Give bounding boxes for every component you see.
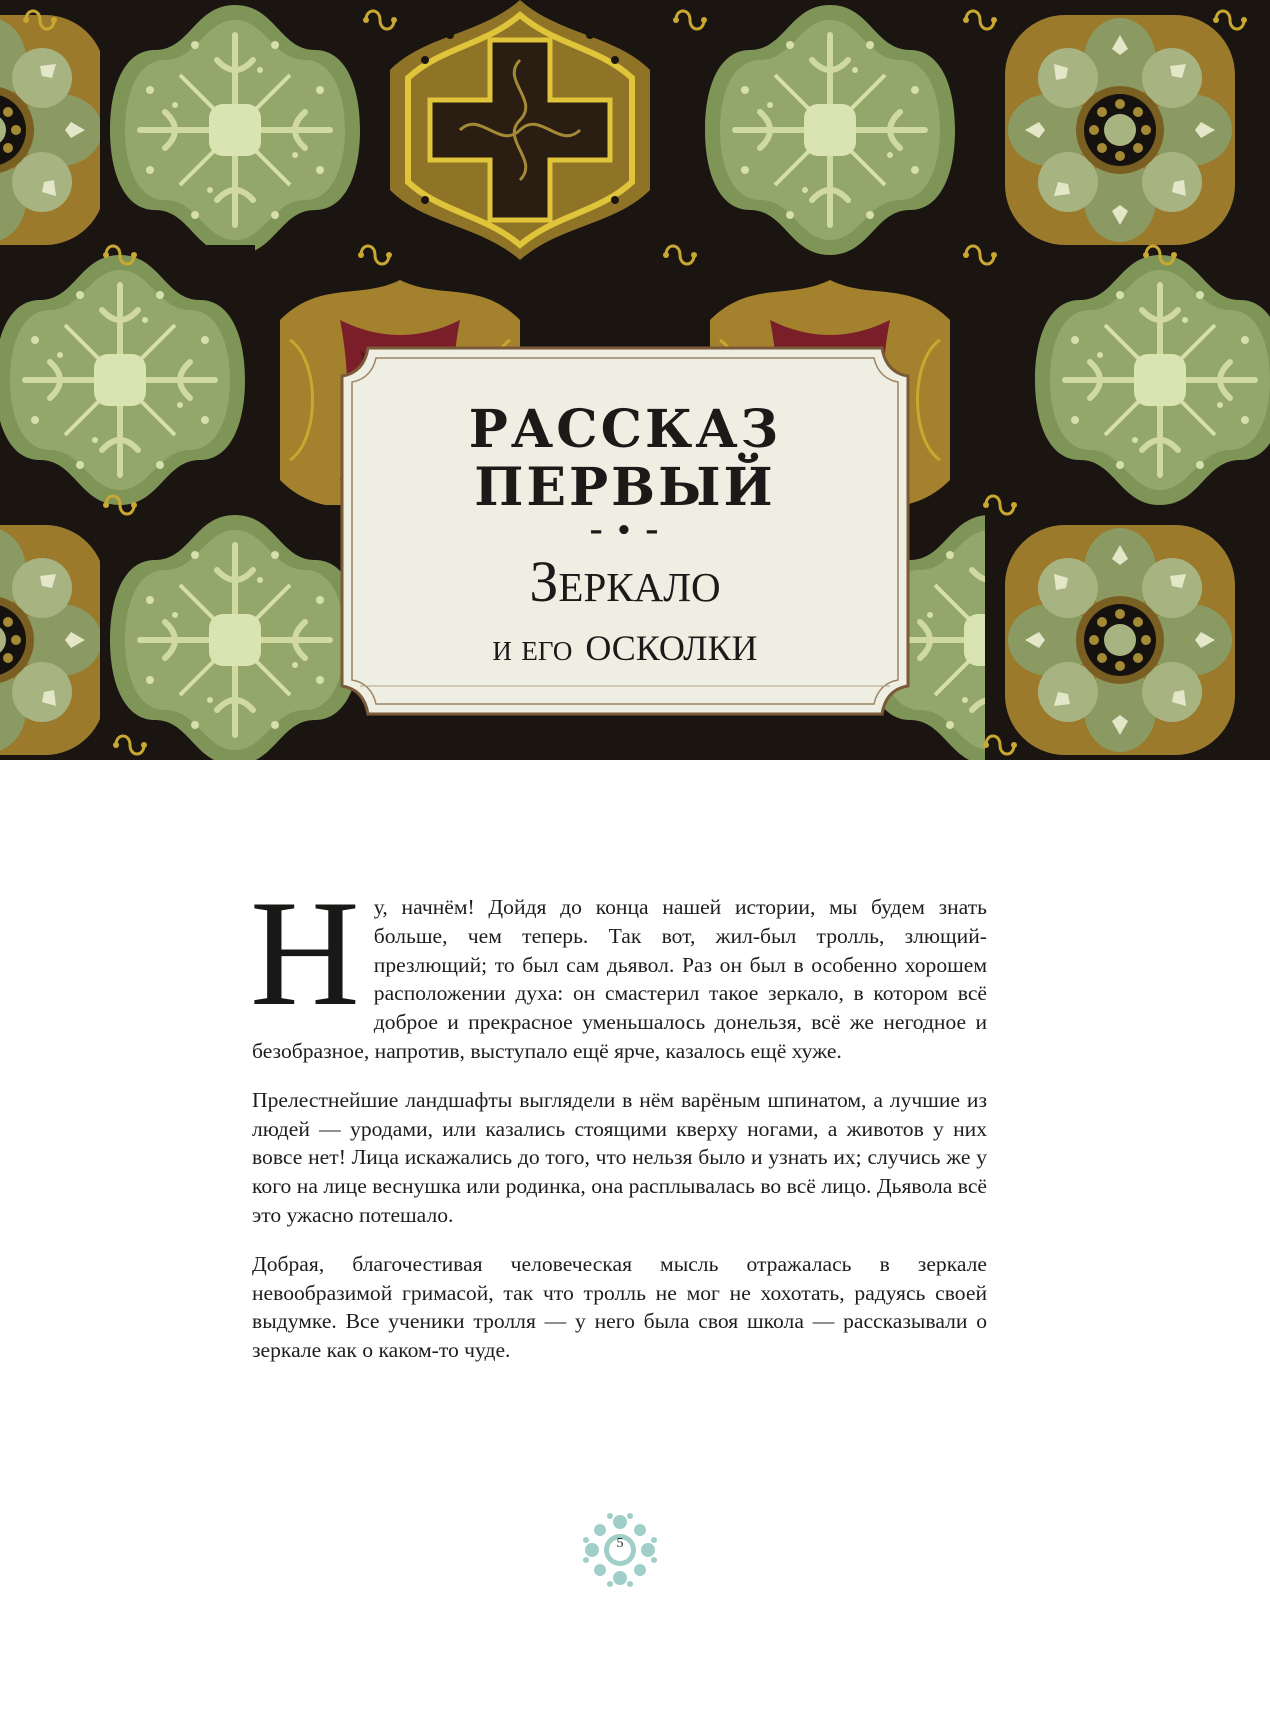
chapter-title-line1 (340, 549, 910, 614)
paragraph-3: Добрая, благочестивая человеческая мысль отражалась в зеркале невообразимой гримасой, так что тролль не мог не хохотать, радуясь своей выдумке. Все ученики тролля — у него была своя школа — рассказывали о зеркале как о каком-то чуде. (252, 1251, 987, 1363)
chapter-title-word2: осколки (585, 615, 758, 672)
chapter-body-text (250, 869, 987, 1385)
chapter-label-line2: ПЕРВЫЙ (474, 457, 776, 518)
page-number-ornament (580, 1510, 660, 1590)
chapter-title-initial: З (529, 549, 559, 614)
chapter-title-line2 (340, 614, 910, 678)
paragraph-2: Прелестнейшие ландшафты выглядели в нём варёным шпинатом, а лучшие из людей — уродами, или казались стоящими кверху ногами, а животов у них вовсе нет! Лица искажались до того, что нельзя было и узнать их; случись же у кого на лице веснушка или родинка, она расплывалась во всё лицо. Дьявола всё это ужасно потешало. (252, 1087, 987, 1227)
chapter-label-line1: РАССКАЗ (468, 399, 782, 460)
drop-cap: Н (250, 869, 360, 1037)
chapter-title-connector: и его (492, 627, 573, 669)
paragraph-1 (250, 869, 987, 1066)
page-number: 5 (616, 1536, 624, 1551)
title-divider: – • – (589, 516, 661, 546)
chapter-title-word1: еркало (558, 549, 721, 614)
paragraph-1-text: у, начнём! Дойдя до конца нашей истории, мы будем знать больше, чем теперь. Так вот, жил-был тролль, злющий-презлющий; то был сам дьявол. Раз он был в особенно хорошем расположении духа: он смастерил такое зеркало, в котором всё доброе и прекрасное уменьшалось донельзя, всё же негодное и безобразное, напротив, выступало ещё ярче, казалось ещё хуже. (252, 895, 987, 1063)
title-plaque (340, 346, 910, 716)
